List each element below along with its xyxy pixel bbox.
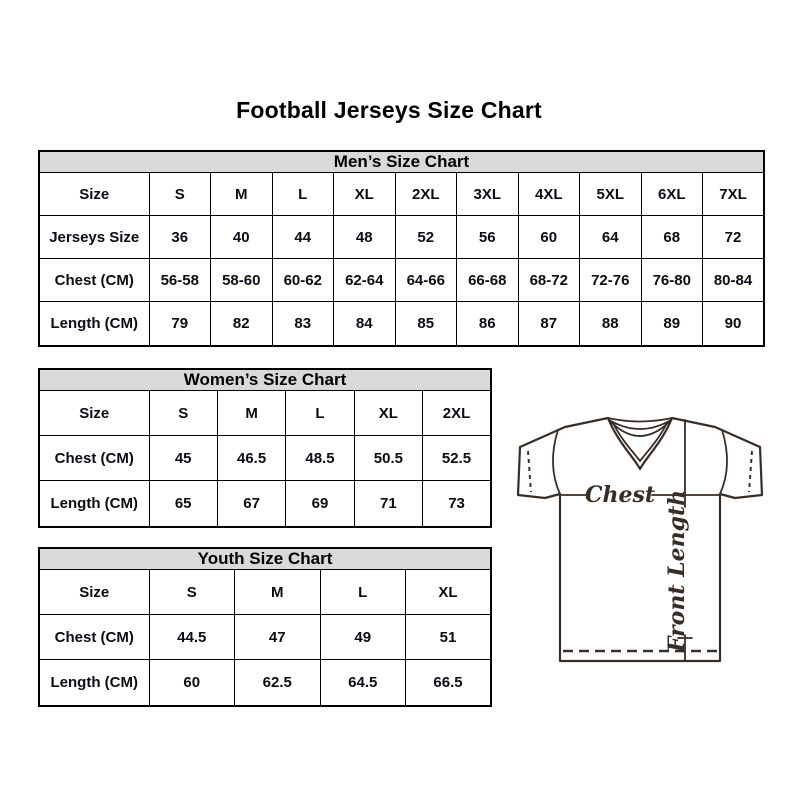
value-cell: 56-58 (149, 259, 211, 302)
value-cell: 83 (272, 302, 334, 346)
value-cell: 79 (149, 302, 211, 346)
table-title: Youth Size Chart (39, 548, 491, 570)
row-label-cell: Length (CM) (39, 302, 149, 346)
table-title: Women’s Size Chart (39, 369, 491, 391)
value-cell: 2XL (423, 391, 491, 436)
value-cell: 56 (457, 216, 519, 259)
youth-size-table (38, 547, 492, 707)
value-cell: 2XL (395, 173, 457, 216)
value-cell: XL (334, 173, 396, 216)
value-cell: 58-60 (211, 259, 273, 302)
table-title-row (39, 548, 491, 570)
value-cell: 73 (423, 481, 491, 527)
right-cuff-dashed-line (749, 451, 752, 492)
value-cell: 44 (272, 216, 334, 259)
left-armhole-seam (553, 430, 560, 494)
value-cell: 82 (211, 302, 273, 346)
size-table (38, 368, 492, 528)
value-cell: 47 (235, 615, 321, 660)
womens-size-table (38, 368, 492, 528)
value-cell: 66.5 (406, 660, 492, 706)
value-cell: 86 (457, 302, 519, 346)
value-cell: S (149, 173, 211, 216)
value-cell: M (217, 391, 285, 436)
row-label-cell: Chest (CM) (39, 436, 149, 481)
value-cell: 62.5 (235, 660, 321, 706)
value-cell: L (320, 570, 406, 615)
value-cell: 7XL (703, 173, 765, 216)
value-cell: 4XL (518, 173, 580, 216)
row-label-cell: Length (CM) (39, 660, 149, 706)
value-cell: 66-68 (457, 259, 519, 302)
value-cell: 52.5 (423, 436, 491, 481)
value-cell: 45 (149, 436, 217, 481)
value-cell: 85 (395, 302, 457, 346)
table-row (39, 216, 764, 259)
value-cell: 67 (217, 481, 285, 527)
value-cell: 51 (406, 615, 492, 660)
value-cell: 69 (286, 481, 354, 527)
value-cell: 48.5 (286, 436, 354, 481)
value-cell: 3XL (457, 173, 519, 216)
value-cell: 87 (518, 302, 580, 346)
row-label-cell: Length (CM) (39, 481, 149, 527)
row-label-cell: Size (39, 391, 149, 436)
value-cell: 60 (518, 216, 580, 259)
value-cell: XL (354, 391, 422, 436)
value-cell: 64 (580, 216, 642, 259)
mens-size-table (38, 150, 765, 347)
page-title: Football Jerseys Size Chart (236, 97, 542, 123)
value-cell: 71 (354, 481, 422, 527)
table-row (39, 570, 491, 615)
value-cell: 76-80 (641, 259, 703, 302)
value-cell: 44.5 (149, 615, 235, 660)
value-cell: 80-84 (703, 259, 765, 302)
value-cell: S (149, 570, 235, 615)
value-cell: 60-62 (272, 259, 334, 302)
value-cell: 5XL (580, 173, 642, 216)
value-cell: 84 (334, 302, 396, 346)
value-cell: 64-66 (395, 259, 457, 302)
value-cell: S (149, 391, 217, 436)
row-label-cell: Size (39, 570, 149, 615)
size-table (38, 547, 492, 707)
value-cell: 6XL (641, 173, 703, 216)
value-cell: 50.5 (354, 436, 422, 481)
collar-arc-outer (608, 418, 672, 422)
row-label-cell: Jerseys Size (39, 216, 149, 259)
value-cell: M (211, 173, 273, 216)
row-label-cell: Size (39, 173, 149, 216)
value-cell: 52 (395, 216, 457, 259)
table-row (39, 259, 764, 302)
value-cell: 72 (703, 216, 765, 259)
table-row (39, 173, 764, 216)
value-cell: 68 (641, 216, 703, 259)
table-row (39, 436, 491, 481)
value-cell: 89 (641, 302, 703, 346)
value-cell: 65 (149, 481, 217, 527)
chest-label: Chest (584, 482, 656, 508)
value-cell: 36 (149, 216, 211, 259)
value-cell: 62-64 (334, 259, 396, 302)
value-cell: L (286, 391, 354, 436)
size-table (38, 150, 765, 347)
table-title-row (39, 151, 764, 173)
value-cell: 46.5 (217, 436, 285, 481)
table-row (39, 391, 491, 436)
row-label-cell: Chest (CM) (39, 259, 149, 302)
table-row (39, 302, 764, 346)
value-cell: 88 (580, 302, 642, 346)
table-title-row (39, 369, 491, 391)
value-cell: 40 (211, 216, 273, 259)
jersey-outline (518, 418, 762, 661)
front-length-label: Front Length (664, 489, 690, 653)
value-cell: 90 (703, 302, 765, 346)
left-cuff-dashed-line (528, 451, 531, 492)
table-row (39, 660, 491, 706)
value-cell: 60 (149, 660, 235, 706)
table-row (39, 481, 491, 527)
value-cell: 48 (334, 216, 396, 259)
row-label-cell: Chest (CM) (39, 615, 149, 660)
value-cell: 49 (320, 615, 406, 660)
value-cell: M (235, 570, 321, 615)
table-title: Men’s Size Chart (39, 151, 764, 173)
right-armhole-seam (720, 430, 727, 494)
value-cell: 64.5 (320, 660, 406, 706)
value-cell: 72-76 (580, 259, 642, 302)
value-cell: 68-72 (518, 259, 580, 302)
jersey-measurement-diagram (505, 403, 775, 675)
table-row (39, 615, 491, 660)
value-cell: XL (406, 570, 492, 615)
value-cell: L (272, 173, 334, 216)
